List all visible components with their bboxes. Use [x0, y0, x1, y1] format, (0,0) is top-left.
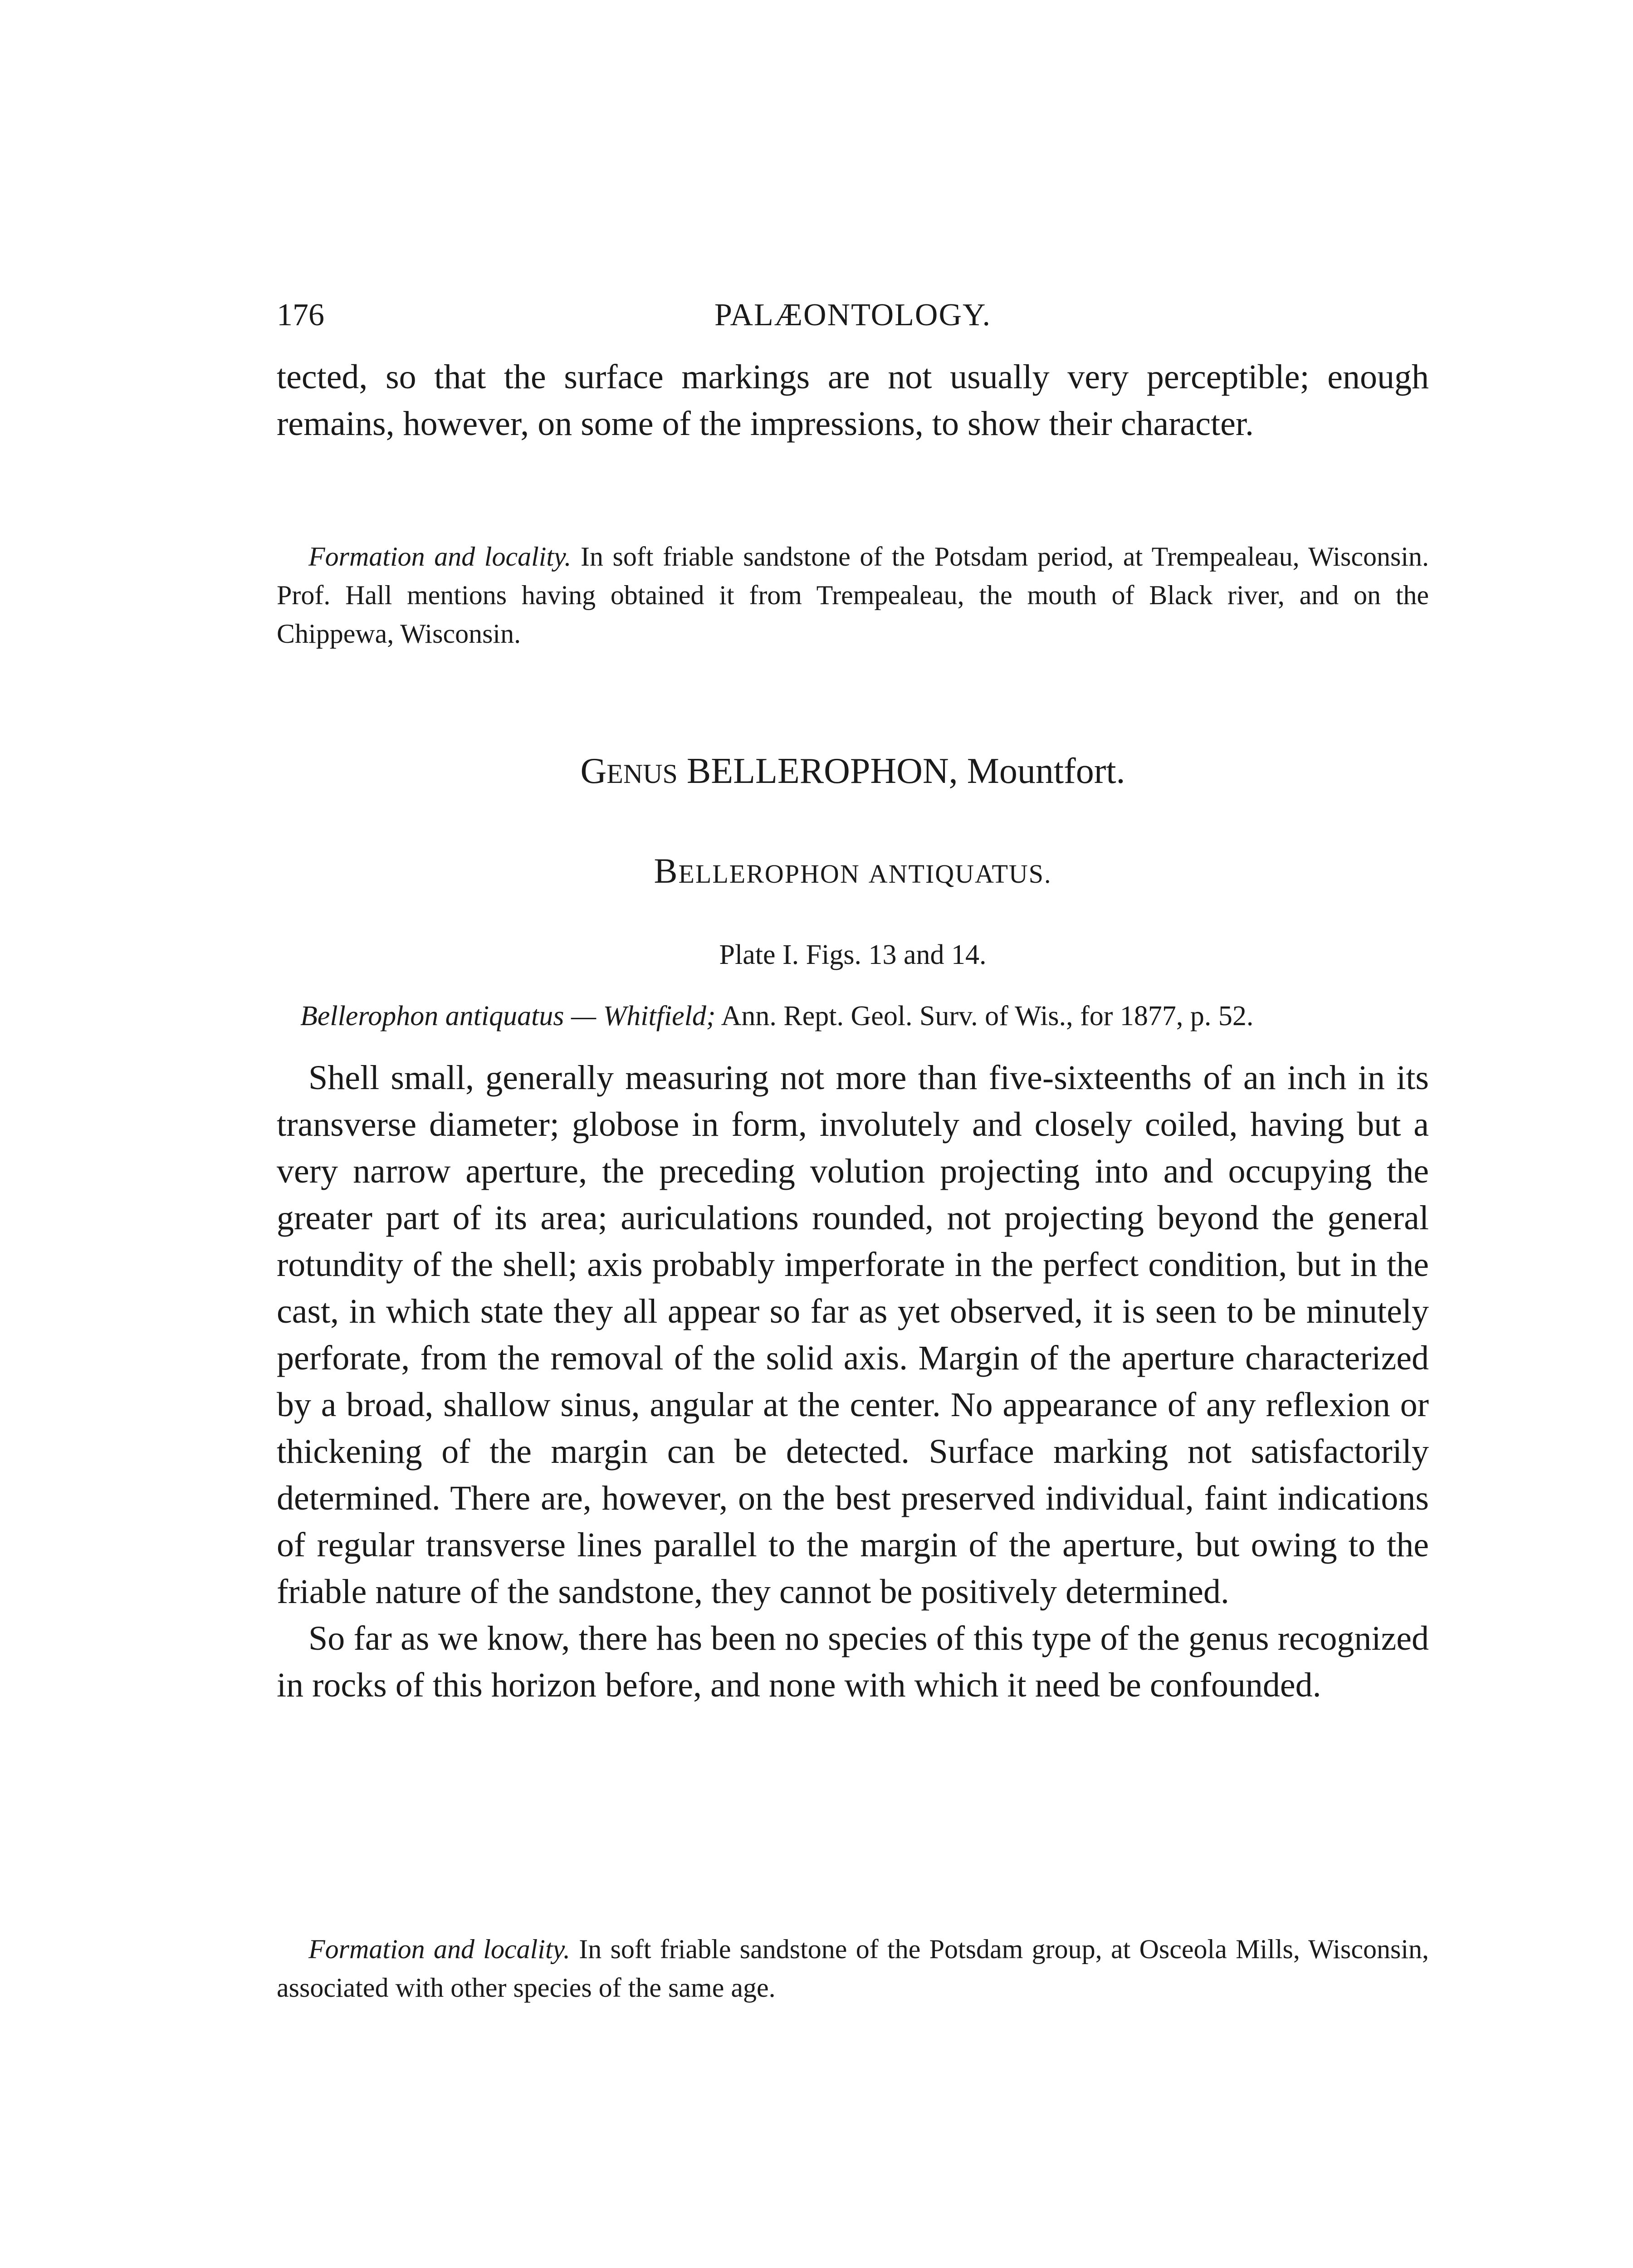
species-initial: B	[654, 851, 679, 890]
species-heading	[277, 848, 1429, 897]
species-epithet: ANTIQUATUS.	[868, 859, 1052, 889]
description-paragraph-2: So far as we know, there has been no species of this type of the genus recognized in rocks of this horizon before, and none with which it need be confounded.	[277, 1619, 1429, 1704]
species-genus-rest: ELLEROPHON	[678, 859, 860, 889]
page-header	[277, 293, 1429, 338]
formation-locality-note-1	[277, 538, 1429, 653]
genus-heading	[277, 746, 1429, 799]
continuation-text: tected, so that the surface markings are not usually very perceptible; enough remains, however, on some of the impressions, to show their character.	[277, 358, 1429, 443]
citation-rest: Ann. Rept. Geol. Surv. of Wis., for 1877, p. 52.	[721, 1001, 1254, 1031]
citation-italic: Bellerophon antiquatus — Whitfield;	[300, 1001, 716, 1031]
formation-note-1-label: Formation and locality.	[308, 542, 572, 572]
running-head: PALÆONTOLOGY.	[714, 298, 992, 332]
formation-note-2-label: Formation and locality.	[308, 1934, 570, 1964]
genus-label-rest: ENUS	[606, 759, 678, 789]
formation-note-2-paragraph	[277, 1930, 1429, 2007]
species-description	[277, 1055, 1429, 1709]
continuation-paragraph	[277, 354, 1429, 447]
formation-note-1-text: In soft friable sandstone of the Potsdam period, at Trempealeau, Wisconsin. Prof. Hall mentions having obtained it from Trempealeau, the mouth of Black river, and on the Chippewa, Wisconsin.	[277, 542, 1429, 649]
formation-note-1-paragraph	[277, 538, 1429, 653]
genus-name: BELLEROPHON,	[686, 751, 958, 791]
genus-author: Mountfort.	[967, 751, 1125, 791]
description-paragraph-1: Shell small, generally measuring not more than five-sixteenths of an inch in its transverse diameter; globose in form, involutely and closely coiled, having but a very narrow aperture, the preceding volution projecting into and occupying the greater part of its area; auriculations rounded, not projecting beyond the general rotundity of the shell; axis probably imperforate in the perfect condition, but in the cast, in which state they all appear so far as yet observed, it is seen to be minutely perforate, from the removal of the solid axis. Margin of the aperture characterized by a broad, shallow sinus, angular at the center. No appearance of any reflexion or thickening of the margin can be detected. Surface marking not satisfactorily determined. There are, however, on the best preserved individual, faint indications of regular transverse lines parallel to the margin of the aperture, but owing to the friable nature of the sandstone, they cannot be positively determined.	[277, 1059, 1429, 1611]
plate-reference: Plate I. Figs. 13 and 14.	[719, 939, 987, 970]
formation-note-2-text: In soft friable sandstone of the Potsdam group, at Osceola Mills, Wisconsin, associated with other species of the same age.	[277, 1934, 1429, 2003]
formation-locality-note-2	[277, 1930, 1429, 2007]
synonymy-citation	[277, 996, 1429, 1036]
page-number: 176	[277, 298, 324, 332]
genus-label-initial: G	[580, 751, 607, 791]
